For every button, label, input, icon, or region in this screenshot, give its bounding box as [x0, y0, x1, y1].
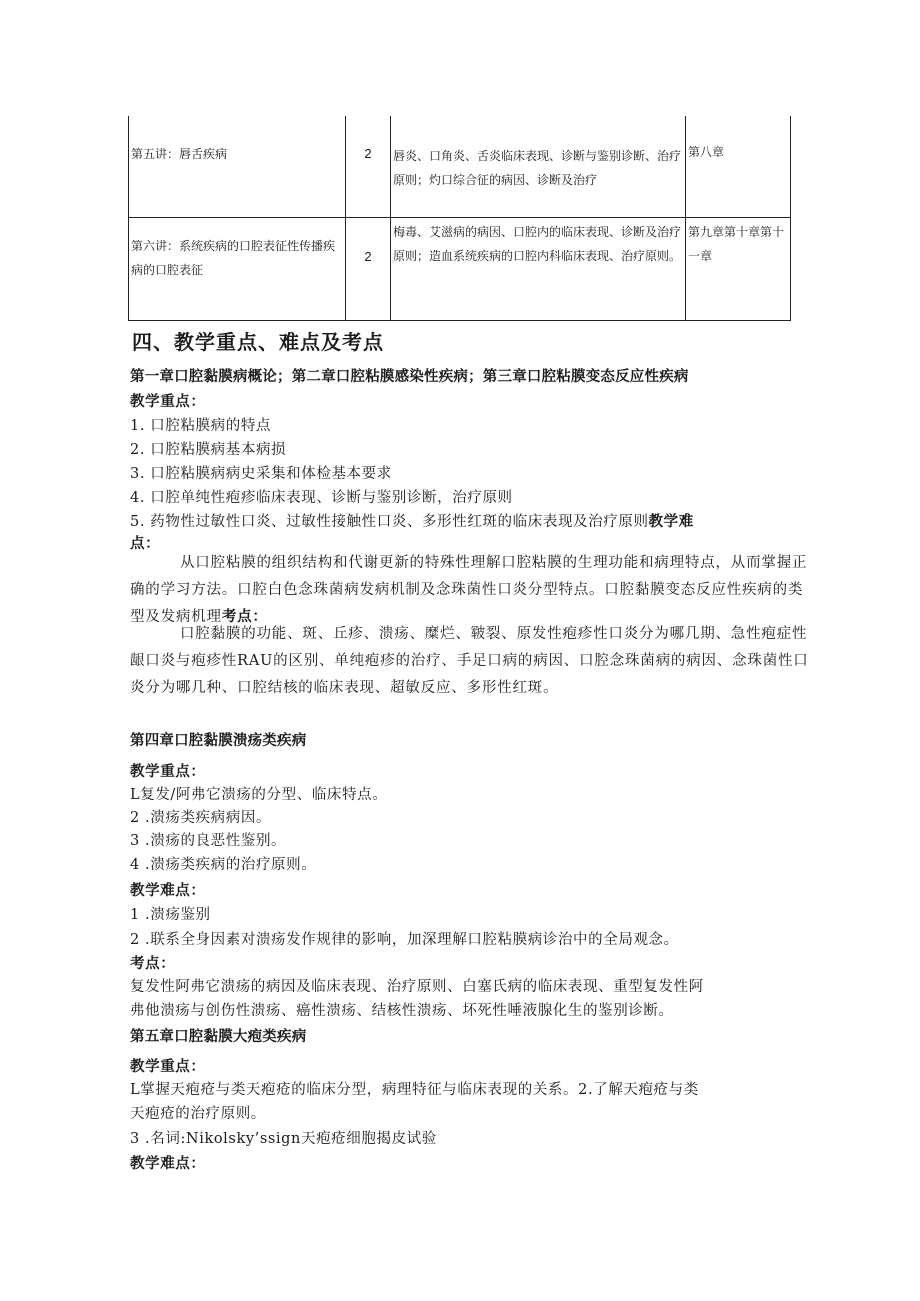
list-item: 3 .溃疡的良恶性鉴别。 — [130, 833, 287, 849]
exam-label: 考点： — [221, 609, 268, 625]
list-item: L复发/阿弗它溃疡的分型、临床特点。 — [130, 787, 388, 803]
content-cell: 梅毒、艾滋病的病因、口腔内的临床表现、诊断及治疗原则；造血系统疾病的口腔内科临床表现、治疗原则。 — [391, 218, 686, 321]
list-item: L掌握天疱疮与类天疱疮的临床分型，病理特征与临床表现的关系。2.了解天疱疮与类 — [130, 1082, 699, 1098]
chapter-heading: 第四章口腔黏膜溃疡类疾病 — [130, 733, 307, 749]
chapter-cell: 第八章 — [686, 116, 791, 218]
exam-paragraph: 口腔黏膜的功能、斑、丘疹、溃疡、糜烂、皲裂、原发性疱疹性口炎分为哪几期、急性疱症性龈口炎与疱疹性RAU的区别、单纯疱疹的治疗、手足口病的病因、口腔念珠菌病的病因、念珠菌性口炎分为哪几种、口腔结核的临床表现、超敏反应、多形性红斑。 — [130, 626, 809, 696]
list-item: 天疱疮的治疗原则。 — [130, 1106, 266, 1122]
key-points-label: 教学重点： — [130, 394, 206, 410]
exam-line: 弗他溃疡与创伤性溃疡、癌性溃疡、结核性溃疡、坏死性唾液腺化生的鉴别诊断。 — [130, 1003, 674, 1019]
difficult-label: 教学难点： — [130, 1156, 206, 1172]
chapter-heading: 第一章口腔黏膜病概论；第二章口腔粘膜感染性疾病；第三章口腔粘膜变态反应性疾病 — [130, 369, 689, 385]
exam-label: 考点： — [130, 956, 176, 972]
difficult-paragraph — [130, 550, 810, 631]
list-item: 2 .溃疡类疾病病因。 — [130, 810, 272, 826]
content-cell: 唇炎、口角炎、舌炎临床表现、诊断与鉴别诊断、治疗原则；灼口综合征的病因、诊断及治疗 — [391, 116, 686, 218]
exam-line: 复发性阿弗它溃疡的病因及临床表现、治疗原则、白塞氏病的临床表现、重型复发性阿 — [130, 979, 704, 995]
list-item-with-label — [130, 510, 694, 531]
lecture-cell: 第六讲：系统疾病的口腔表征性传播疾病的口腔表征 — [129, 218, 346, 321]
list-item: 1. 口腔粘膜病的特点 — [130, 418, 272, 434]
hours-cell: 2 — [346, 218, 391, 321]
lecture-cell: 第五讲：唇舌疾病 — [129, 116, 346, 218]
list-item: 2. 口腔粘膜病基本病损 — [130, 442, 287, 458]
difficult-label: 教学难 — [648, 514, 694, 530]
list-item: 1 .溃疡鉴别 — [130, 907, 211, 923]
key-points-label: 教学重点： — [130, 1059, 206, 1075]
list-item: 2 .联系全身因素对溃疡发作规律的影响，加深理解口腔粘膜病诊治中的全局观念。 — [130, 932, 679, 948]
hours-cell: 2 — [346, 116, 391, 218]
list-item: 3. 口腔粘膜病病史采集和体检基本要求 — [130, 466, 392, 482]
list-item: 5. 药物性过敏性口炎、过敏性接触性口炎、多形性红斑的临床表现及治疗原则 — [130, 514, 649, 530]
chapter-heading: 第五章口腔黏膜大疱类疾病 — [130, 1029, 307, 1045]
list-item: 3 .名词:Nikolsky’ssign天疱疮细胞揭皮试验 — [130, 1131, 437, 1147]
list-item: 4. 口腔单纯性疱疹临床表现、诊断与鉴别诊断，治疗原则 — [130, 490, 513, 506]
table-row — [129, 116, 791, 218]
list-item: 4 .溃疡类疾病的治疗原则。 — [130, 857, 317, 873]
key-points-label: 教学重点： — [130, 764, 206, 780]
section-title: 四、教学重点、难点及考点 — [132, 330, 384, 354]
curriculum-table — [128, 116, 791, 321]
difficult-label: 教学难点： — [130, 883, 206, 899]
table-row — [129, 218, 791, 321]
difficult-label-cont: 点： — [130, 536, 161, 552]
difficult-text: 从口腔粘膜的组织结构和代谢更新的特殊性理解口腔粘膜的生理功能和病理特点，从而掌握正确的学习方法。口腔白色念珠菌病发病机制及念珠菌性口炎分型特点。口腔黏膜变态反应性疾病的类型及发病机理 — [130, 555, 808, 625]
chapter-cell: 第九章第十章第十一章 — [686, 218, 791, 321]
